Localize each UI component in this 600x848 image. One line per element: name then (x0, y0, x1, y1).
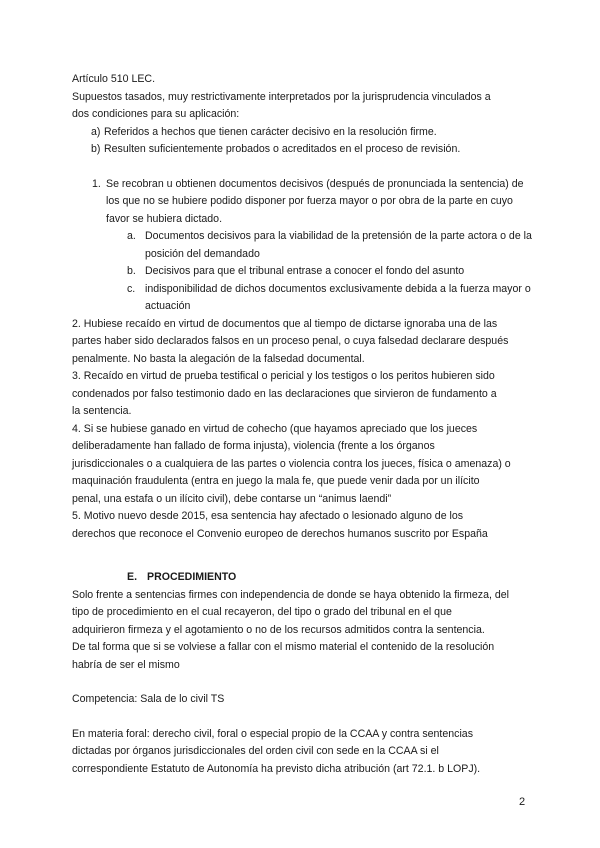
text-line: dos condiciones para su aplicación: (72, 108, 240, 120)
list-item-text: indisponibilidad de dichos documentos exclusivamente debida a la fuerza mayor o actuación (145, 282, 531, 312)
page-number: 2 (519, 796, 526, 808)
text-line: adquirieron firmeza y el agotamiento o no de los recursos admitidos contra la sentencia. (72, 623, 485, 636)
text-line: 2. Hubiese recaído en virtud de documentos que al tiempo de dictarse ignoraba una de las (72, 317, 498, 330)
text-line: 4. Si se hubiese ganado en virtud de cohecho (que hayamos apreciado que los jueces (72, 422, 478, 435)
list-item-text: Resulten suficientemente probados o acreditados en el proceso de revisión. (104, 143, 461, 155)
sub-list-item (72, 228, 532, 263)
text-line: partes haber sido declarados falsos en un proceso penal, o cuya falsedad declarare después (72, 335, 509, 347)
list-marker: c. (127, 282, 136, 295)
foral-paragraph (72, 726, 532, 779)
text-line: habría de ser el mismo (72, 658, 180, 671)
text-line: Solo frente a sentencias firmes con independencia de donde se haya obtenido la firmeza, del (72, 588, 509, 601)
text-line: Supuestos tasados, muy restrictivamente interpretados por la jurisprudencia vinculados a (72, 90, 491, 103)
list-item-text: Se recobran u obtienen documentos decisivos (después de pronunciada la sentencia) de los que no se hubiere podido disponer por fuerza mayor o por obra de la parte en cuyo favor se hubiera dictado. (106, 177, 524, 225)
numbered-item-1 (72, 176, 532, 229)
list-marker: b. (127, 265, 136, 277)
numbered-item-3 (72, 368, 532, 421)
text-line: 5. Motivo nuevo desde 2015, esa sentencia hay afectado o lesionado alguno de los (72, 510, 464, 522)
text-line: maquinación fraudulenta (entra en juego la mala fe, que puede venir dada por un ilícito (72, 475, 480, 487)
text-line: En materia foral: derecho civil, foral o especial propio de la CCAA y contra sentencias (72, 727, 473, 740)
text-line: derechos que reconoce el Convenio europeo de derechos humanos suscrito por España (72, 527, 488, 540)
list-marker: 1. (92, 177, 101, 190)
sub-list (72, 228, 532, 316)
section-marker: E. (127, 571, 138, 583)
section-heading (72, 569, 532, 587)
section-title: PROCEDIMIENTO (147, 571, 237, 583)
text-line: penalmente. No basta la alegación de la falsedad documental. (72, 352, 365, 365)
page-body (72, 71, 532, 778)
list-item-text: Documentos decisivos para la viabilidad de la pretensión de la parte actora o de la posición del demandado (145, 230, 532, 260)
list-marker: b) (91, 143, 101, 155)
conditions-list (72, 124, 532, 159)
text-line: tipo de procedimiento en el cual recayeron, del tipo o grado del tribunal en el que (72, 606, 452, 618)
text-line: correspondiente Estatuto de Autonomía ha previsto dicha atribución (art 72.1. b LOPJ). (72, 762, 481, 775)
sub-list-item (72, 281, 532, 316)
text-line: 3. Recaído en virtud de prueba testifical o pericial y los testigos o los peritos hubieren sido (72, 370, 495, 382)
list-item-text: Referidos a hechos que tienen carácter decisivo en la resolución firme. (104, 125, 437, 138)
list-marker: a. (127, 230, 136, 242)
text-line: De tal forma que si se volviese a fallar con el mismo material el contenido de la resolución (72, 641, 495, 653)
list-item (72, 141, 532, 159)
intro-paragraph (72, 89, 532, 124)
article-heading: Artículo 510 LEC. (72, 73, 156, 85)
text-line: dictadas por órganos jurisdiccionales del orden civil con sede en la CCAA si el (72, 745, 439, 757)
text-line: condenados por falso testimonio dado en las declaraciones que sirvieron de fundamento a (72, 387, 497, 400)
text-line: deliberadamente han fallado de forma injusta), violencia (frente a los órganos (72, 440, 435, 452)
sub-list-item (72, 263, 532, 281)
text-line: jurisdiccionales o a cualquiera de las partes o violencia contra los jueces, física o amenaza) o (72, 457, 511, 470)
text-line: la sentencia. (72, 405, 132, 417)
numbered-item-5 (72, 508, 532, 543)
numbered-item-4 (72, 421, 532, 509)
numbered-item-2 (72, 316, 532, 369)
list-item (72, 124, 532, 142)
text-line: penal, una estafa o un ilícito civil), debe contarse un “animus laendi” (72, 492, 392, 505)
list-marker: a) (91, 125, 101, 138)
competence-paragraph: Competencia: Sala de lo civil TS (72, 693, 225, 705)
list-item-text: Decisivos para que el tribunal entrase a conocer el fondo del asunto (145, 265, 465, 277)
procedure-paragraph (72, 587, 532, 675)
